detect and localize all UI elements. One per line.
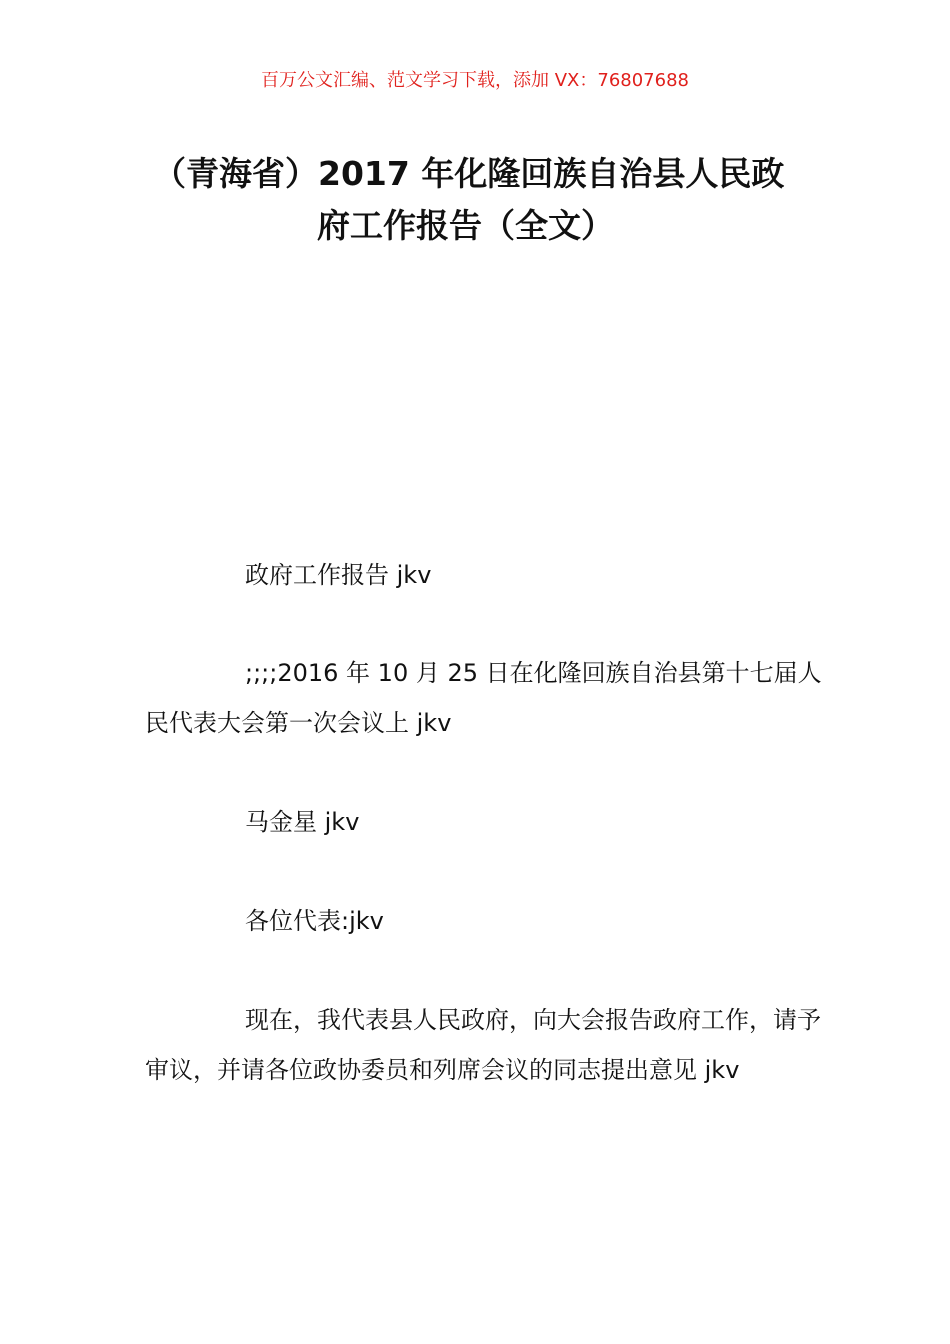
paragraph-text: 各位代表:jkv <box>245 907 384 935</box>
title-line-2: 府工作报告（全文） <box>317 206 614 245</box>
paragraph-text: 马金星 jkv <box>245 808 360 836</box>
paragraph-text: 现在，我代表县人民政府，向大会报告政府工作，请予审议，并请各位政协委员和列席会议的同志提出意见 jkv <box>145 1006 821 1084</box>
paragraph-text: ;;;;2016 年 10 月 25 日在化隆回族自治县第十七届人民代表大会第一次会议上 jkv <box>145 659 822 737</box>
paragraph-report-label <box>145 550 835 600</box>
paragraph-meeting-info <box>145 648 835 748</box>
header-note: 百万公文汇编、范文学习下载，添加 VX：76807688 <box>261 70 689 91</box>
title-line-1: （青海省）2017 年化隆回族自治县人民政 <box>153 154 785 193</box>
paragraph-opening <box>145 995 835 1095</box>
paragraph-salutation <box>145 896 835 946</box>
paragraph-text: 政府工作报告 jkv <box>245 561 432 589</box>
document-title <box>145 148 815 252</box>
paragraph-speaker <box>145 797 835 847</box>
